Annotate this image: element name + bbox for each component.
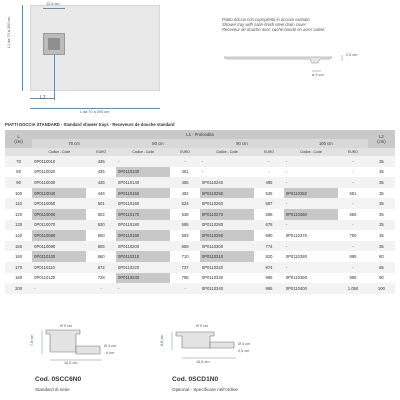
cell-code: 0P0110230 [116,273,170,284]
cell-price: 461 [170,167,200,178]
table-row [5,177,395,188]
table-row [5,188,395,199]
price-table [5,130,395,294]
cell-code: - [284,177,338,188]
cell-code: - [284,156,338,167]
cell-code: 0P0110070 [32,220,86,231]
cell-price: 502 [86,209,116,220]
cell-price: 678 [254,220,284,231]
cell-code: 0P0110050 [32,198,86,209]
siphon2-diameter-right: Ø 4 cm [238,342,251,346]
dim-label-drain: ø 9 cm [312,73,324,77]
col-header-l2: L2 (cm) [368,130,395,148]
row-length: 110 [5,198,32,209]
table-row [5,167,395,178]
dim-line-l2-vert [54,55,55,100]
row-l2: 35 [368,156,395,167]
siphon1-width-bottom: 16,5 cm [64,361,78,365]
group-header: L1 - Profondità [32,130,368,139]
cell-price: 538 [170,209,200,220]
cell-code: 0P0110060 [32,209,86,220]
cell-price: 495 [254,177,284,188]
col-header-l: L (cm) [5,130,32,148]
cell-price: 1.050 [338,283,368,294]
row-length: 150 [5,241,32,252]
description-it: Piatto doccia con copripiletta in acciaio satinato [222,17,310,22]
cell-code: 0P0110260 [200,198,254,209]
row-l2: 100 [368,283,395,294]
cell-price: 598 [254,209,284,220]
siphon1-diameter-top: Ø 9 cm [60,324,73,328]
siphon2-note: Optional - Specificare nell'ordine [172,387,238,392]
cell-price: 660 [86,251,116,262]
cell-code: 0P0110120 [32,273,86,284]
cell-code: 0P0110370 [284,230,338,241]
cell-price: 665 [338,209,368,220]
siphon2-width-bottom: 16,5 cm [196,360,210,364]
cell-code: 0P0110160 [116,198,170,209]
cell-price: 560 [86,230,116,241]
cell-price: 710 [170,251,200,262]
sub-code: Codice - Code [200,148,254,156]
sub-code: Codice - Code [32,148,86,156]
cell-price: 995 [338,273,368,284]
dim-label-side: 2,5 cm [346,53,358,57]
cell-code: - [284,198,338,209]
dim-label-bottom: L da 70 a 200 cm [80,110,110,114]
width-header-80: 80 cm [116,139,200,148]
row-l2: 85 [368,262,395,273]
cell-code: 0P0110090 [32,241,86,252]
row-length: 80 [5,167,32,178]
cell-code: 0P0110330 [200,273,254,284]
sub-euro: EURO [170,148,200,156]
row-length: 70 [5,156,32,167]
cell-code: 0P0110170 [116,209,170,220]
cell-price: - [338,177,368,188]
cell-code: 0P0110390 [284,273,338,284]
row-l2: 35 [368,209,395,220]
drain-grate [48,38,60,50]
cell-code: 0P0110310 [200,251,254,262]
table-row [5,220,395,231]
cell-code: - [284,167,338,178]
row-length: 180 [5,273,32,284]
cell-price: 446 [86,188,116,199]
description-fr: Receveur de douche avec cache-bonde en acier satiné [222,27,325,33]
cell-price: 436 [86,177,116,188]
cell-code: - [200,167,254,178]
cell-price: 672 [86,262,116,273]
cell-code: 0P0110220 [116,262,170,273]
cell-code: 0P0110250 [200,188,254,199]
cell-code: 0P0110110 [32,262,86,273]
table-title: PIATTI DOCCIA STANDARD - Standard shower trays - Receveurs de douche standard [5,122,175,127]
cell-code: - [32,283,86,294]
cell-code: 0P0110020 [32,167,86,178]
row-length: 130 [5,220,32,231]
cell-code: 0P0110040 [32,188,86,199]
row-l2: 90 [368,273,395,284]
siphon1-height-left: 7,8 cm [30,334,34,346]
cell-price: 737 [170,262,200,273]
cell-code: 0P0110030 [32,177,86,188]
cell-code: - [116,283,170,294]
cell-code: 0P0110290 [200,230,254,241]
cell-price: - [170,283,200,294]
cell-price: 482 [170,188,200,199]
siphon2-height-left: 6,8 cm [160,334,164,346]
row-l2: 35 [368,188,395,199]
row-l2: 35 [368,220,395,231]
cell-price: 465 [170,177,200,188]
row-l2: 35 [368,230,395,241]
product-description [222,17,392,33]
row-length: 100 [5,188,32,199]
cell-price: 728 [86,273,116,284]
dim-line-bottom [30,108,160,109]
cell-price: 760 [338,230,368,241]
cell-code: 0P0110240 [200,177,254,188]
table-row [5,241,395,252]
cell-code: 0P0110400 [284,283,338,294]
row-l2: 80 [368,251,395,262]
cell-code: 0P0110150 [116,188,170,199]
dim-label-l2: L2 [40,95,46,101]
cell-code: 0P0110180 [116,220,170,231]
dim-label-left: L1 da 70 a 200 cm [7,16,11,48]
sub-euro: EURO [254,148,284,156]
cell-price: 995 [254,283,284,294]
cell-price: - [86,283,116,294]
tray-profile-drawing [222,45,400,85]
siphon2-code: Cod. 0SCD1N0 [172,376,219,383]
cell-code: 0P0110380 [284,251,338,262]
cell-price: 435 [86,156,116,167]
table-row [5,262,395,273]
siphon2-diameter-top: Ø 9 cm [196,324,209,328]
sub-blank [5,148,32,156]
cell-price: 659 [170,241,200,252]
row-length: 160 [5,251,32,262]
cell-code: 0P0110100 [32,251,86,262]
cell-price: - [338,241,368,252]
table-row [5,209,395,220]
siphon1-note: Standard di serie [35,387,70,392]
table-row [5,283,395,294]
cell-price: - [254,156,284,167]
cell-price: 593 [170,230,200,241]
row-length: 200 [5,283,32,294]
cell-price: 524 [170,198,200,209]
dim-line-left [22,5,23,91]
row-l2: 35 [368,241,395,252]
row-l2: 35 [368,167,395,178]
cell-code: 0P0110360 [284,209,338,220]
cell-price: 874 [254,262,284,273]
cell-code: - [116,156,170,167]
cell-price: 820 [254,251,284,262]
cell-price: 585 [170,220,200,231]
cell-code: 0P0110300 [200,241,254,252]
cell-code: - [284,241,338,252]
cell-code: 0P0110190 [116,230,170,241]
cell-price: 690 [254,230,284,241]
table-row [5,273,395,284]
cell-code: - [284,262,338,273]
cell-price: 501 [86,198,116,209]
row-length: 170 [5,262,32,273]
sub-code: Codice - Code [116,148,170,156]
sub-code: Codice - Code [284,148,338,156]
width-header-90: 90 cm [200,139,284,148]
cell-price: 581 [338,188,368,199]
siphon-drawing-1 [40,324,130,364]
cell-price: 435 [86,167,116,178]
cell-code: - [284,220,338,231]
table-body [5,156,395,294]
cell-code: 0P0110280 [200,220,254,231]
cell-price: 535 [254,188,284,199]
cell-price: 530 [86,220,116,231]
sub-blank [368,148,395,156]
siphon1-code: Cod. 0SCC6N0 [35,376,82,383]
dim-line-top [43,8,65,9]
row-l2: 35 [368,177,395,188]
cell-price: 895 [338,251,368,262]
row-length: 140 [5,230,32,241]
cell-code: 0P0110130 [116,167,170,178]
cell-code: 0P0110340 [200,283,254,294]
cell-price: 895 [254,273,284,284]
row-length: 90 [5,177,32,188]
cell-code: 0P0110350 [284,188,338,199]
row-length: 120 [5,209,32,220]
siphon1-height-right: 6 cm [106,351,115,355]
siphon1-diameter-right: Ø 4 cm [104,344,117,348]
cell-code: 0P0110010 [32,156,86,167]
cell-code: 0P0110270 [200,209,254,220]
cell-code: 0P0110080 [32,230,86,241]
sub-euro: EURO [338,148,368,156]
cell-price: 605 [86,241,116,252]
cell-price: - [338,220,368,231]
cell-price: - [338,156,368,167]
table-row [5,230,395,241]
cell-code: 0P0110210 [116,251,170,262]
description-en: Shower tray with satin-finish steel drain cover [222,22,307,28]
cell-code: 0P0110320 [200,262,254,273]
cell-price: - [338,167,368,178]
table-row [5,156,395,167]
cell-price: 587 [254,198,284,209]
cell-price: - [338,262,368,273]
cell-price: 795 [170,273,200,284]
cell-price: - [170,156,200,167]
cell-price: - [254,167,284,178]
cell-code: 0P0110200 [116,241,170,252]
cell-price: 774 [254,241,284,252]
siphon2-height-right: 2,5 cm [238,349,250,353]
cell-code: - [200,156,254,167]
row-l2: 35 [368,198,395,209]
sub-euro: EURO [86,148,116,156]
table-row [5,198,395,209]
cell-code: 0P0110140 [116,177,170,188]
width-header-70: 70 cm [32,139,116,148]
width-header-100: 100 cm [284,139,368,148]
table-row [5,251,395,262]
dim-label-top: 12,5 cm [46,2,60,6]
cell-price: - [338,198,368,209]
